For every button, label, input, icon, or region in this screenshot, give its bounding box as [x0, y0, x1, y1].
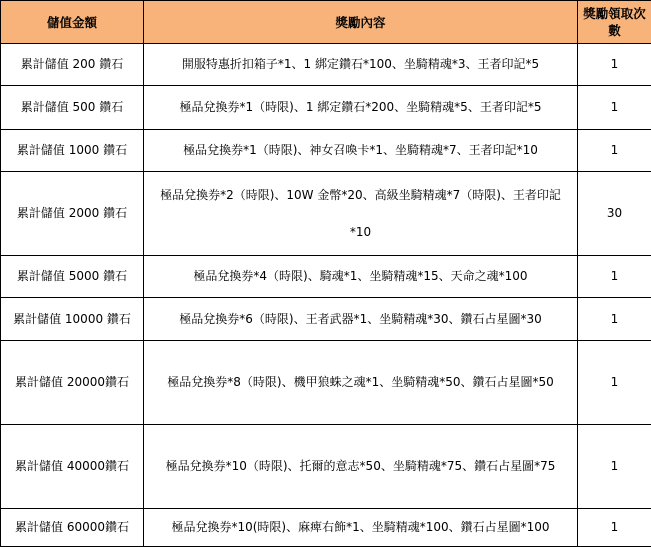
content-cell: 極品兌換券*8（時限)、機甲狼蛛之魂*1、坐騎精魂*50、鑽石占星圖*50	[144, 341, 578, 425]
table-row	[1, 256, 651, 298]
times-cell: 1	[578, 256, 651, 298]
header-amount: 儲值金額	[1, 1, 144, 44]
times-cell: 30	[578, 172, 651, 256]
amount-cell: 累計儲值 20000鑽石	[1, 341, 144, 425]
content-cell: 極品兌換券*10(時限)、麻痺右飾*1、坐騎精魂*100、鑽石占星圖*100	[144, 509, 578, 547]
table-row	[1, 86, 651, 130]
times-cell: 1	[578, 341, 651, 425]
amount-cell: 累計儲值 500 鑽石	[1, 86, 144, 130]
table-header-row	[1, 1, 651, 44]
times-cell: 1	[578, 44, 651, 86]
amount-cell: 累計儲值 40000鑽石	[1, 425, 144, 509]
table-row	[1, 341, 651, 425]
times-cell: 1	[578, 130, 651, 172]
amount-cell: 累計儲值 2000 鑽石	[1, 172, 144, 256]
header-times: 獎勵領取次數	[578, 1, 651, 44]
table-row	[1, 44, 651, 86]
table-row	[1, 130, 651, 172]
table-row	[1, 298, 651, 341]
times-cell: 1	[578, 509, 651, 547]
content-cell: 極品兌換券*6（時限)、王者武器*1、坐騎精魂*30、鑽石占星圖*30	[144, 298, 578, 341]
times-cell: 1	[578, 86, 651, 130]
amount-cell: 累計儲值 200 鑽石	[1, 44, 144, 86]
table-row	[1, 509, 651, 547]
content-cell: 極品兌換券*2（時限)、10W 金幣*20、高級坐騎精魂*7（時限)、王者印記*10	[144, 172, 578, 256]
table-row	[1, 425, 651, 509]
content-cell: 極品兌換券*10（時限)、托爾的意志*50、坐騎精魂*75、鑽石占星圖*75	[144, 425, 578, 509]
header-content: 獎勵內容	[144, 1, 578, 44]
content-cell: 極品兌換券*1（時限)、1 綁定鑽石*200、坐騎精魂*5、王者印記*5	[144, 86, 578, 130]
amount-cell: 累計儲值 5000 鑽石	[1, 256, 144, 298]
amount-cell: 累計儲值 1000 鑽石	[1, 130, 144, 172]
table-row	[1, 172, 651, 256]
amount-cell: 累計儲值 60000鑽石	[1, 509, 144, 547]
times-cell: 1	[578, 298, 651, 341]
content-cell: 開服特惠折扣箱子*1、1 綁定鑽石*100、坐騎精魂*3、王者印記*5	[144, 44, 578, 86]
times-cell: 1	[578, 425, 651, 509]
content-cell: 極品兌換券*4（時限)、騎魂*1、坐騎精魂*15、天命之魂*100	[144, 256, 578, 298]
content-cell: 極品兌換券*1（時限)、神女召喚卡*1、坐騎精魂*7、王者印記*10	[144, 130, 578, 172]
amount-cell: 累計儲值 10000 鑽石	[1, 298, 144, 341]
